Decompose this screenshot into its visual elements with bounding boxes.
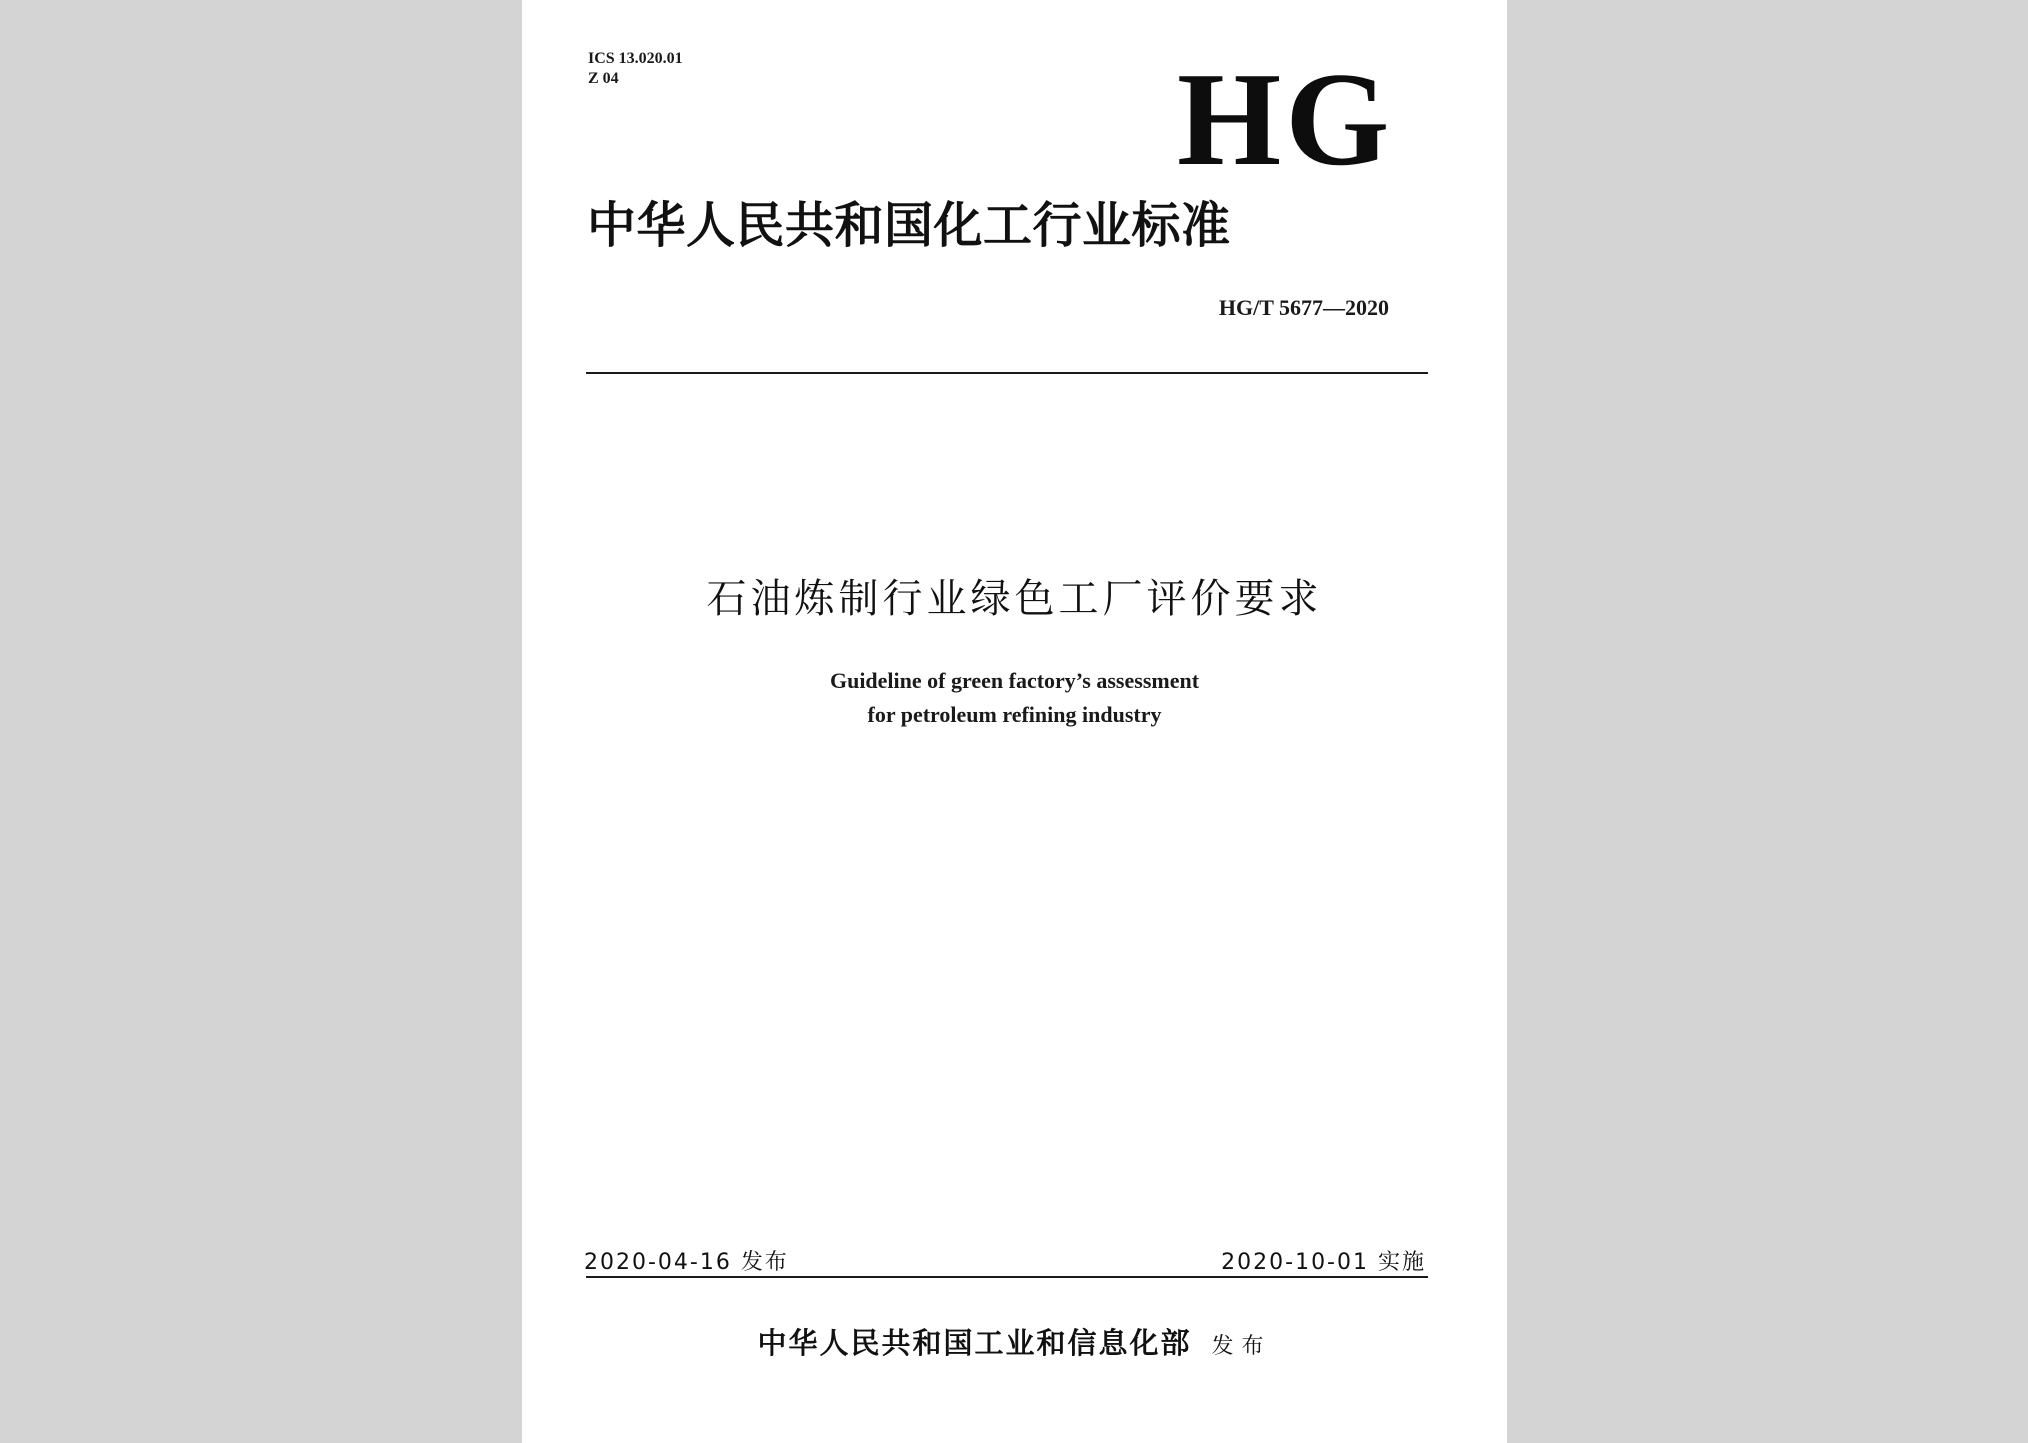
ics-code: ICS 13.020.01: [588, 50, 683, 67]
standard-code: HG/T 5677—2020: [1218, 295, 1389, 320]
issue-date: 2020-04-16 发布: [584, 1250, 789, 1275]
hg-logo: HG: [1177, 45, 1394, 193]
publisher: [522, 1321, 1507, 1362]
document-page: [522, 0, 1507, 1443]
publisher-suffix: 发布: [1211, 1334, 1272, 1359]
document-title-chinese: 石油炼制行业绿色工厂评价要求: [706, 576, 1323, 622]
standard-title: 中华人民共和国化工行业标准: [587, 197, 1231, 254]
english-title-line-1: Guideline of green factory’s assessment: [829, 668, 1200, 693]
implementation-date: 2020-10-01 实施: [1221, 1250, 1426, 1275]
bottom-divider: [586, 1276, 1428, 1278]
document-title-english: [522, 664, 1507, 732]
english-title-line-2: for petroleum refining industry: [867, 702, 1162, 727]
top-divider: [586, 372, 1428, 374]
class-code: Z 04: [588, 70, 619, 87]
classification-codes: [588, 49, 683, 89]
publisher-name: 中华人民共和国工业和信息化部: [757, 1326, 1192, 1360]
